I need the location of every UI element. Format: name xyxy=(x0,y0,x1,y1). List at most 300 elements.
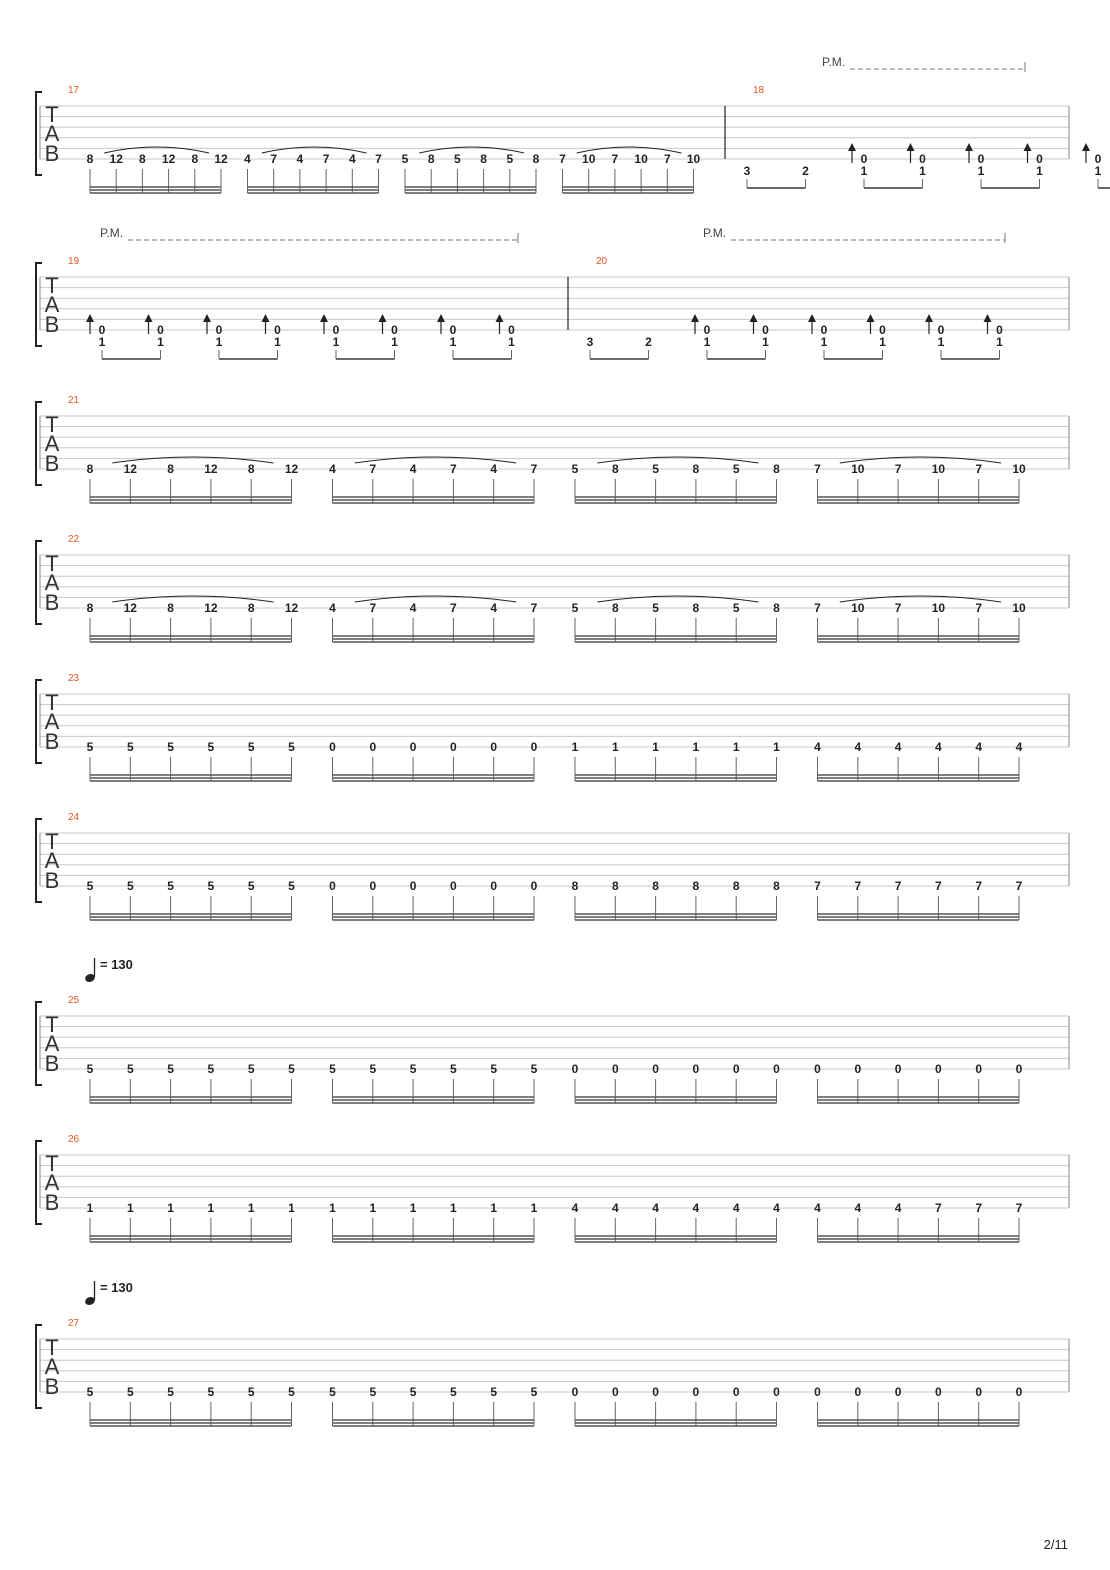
fret-number: 5 xyxy=(86,1385,94,1399)
fret-number: 8 xyxy=(773,601,780,615)
fret-number: 0 xyxy=(530,879,538,893)
fret-number: 7 xyxy=(611,152,619,166)
fret-number: 5 xyxy=(247,1385,255,1399)
fret-number: 0 xyxy=(450,740,457,754)
fret-number: 4 xyxy=(732,1201,740,1215)
fret-number: 0 xyxy=(449,323,457,337)
fret-number: 1 xyxy=(450,1201,457,1215)
fret-number: 4 xyxy=(348,152,356,166)
fret-number: 0 xyxy=(854,1385,862,1399)
fret-number: 0 xyxy=(814,1062,821,1076)
fret-number: 5 xyxy=(571,462,579,476)
tab-clef-letter: B xyxy=(44,312,60,337)
fret-number: 10 xyxy=(931,462,946,476)
fret-number: 10 xyxy=(634,152,648,166)
fret-number: 0 xyxy=(820,323,828,337)
tab-clef-letter: B xyxy=(44,868,60,893)
fret-number: 1 xyxy=(369,1201,377,1215)
fret-number: 0 xyxy=(409,740,417,754)
fret-number: 12 xyxy=(161,152,176,166)
measure-number: 17 xyxy=(68,85,80,96)
fret-number: 0 xyxy=(571,1385,579,1399)
tab-clef-letter: A xyxy=(44,121,60,146)
upstroke-arrow-icon xyxy=(1024,143,1032,151)
fret-number: 10 xyxy=(851,462,865,476)
fret-number: 5 xyxy=(126,740,134,754)
upstroke-arrow-icon xyxy=(907,143,915,151)
tab-clef-letter: T xyxy=(45,412,59,437)
fret-number: 5 xyxy=(288,1385,295,1399)
fret-number: 0 xyxy=(860,152,868,166)
tab-clef-letter: A xyxy=(44,431,60,456)
fret-number: 7 xyxy=(322,152,330,166)
fret-number: 1 xyxy=(732,740,740,754)
fret-number: 5 xyxy=(329,1385,336,1399)
fret-number: 5 xyxy=(732,462,740,476)
fret-number: 4 xyxy=(1015,740,1023,754)
tab-system xyxy=(36,1280,1069,1426)
upstroke-arrow-icon xyxy=(86,314,94,322)
fret-number: 0 xyxy=(854,1062,862,1076)
fret-number: 12 xyxy=(204,462,218,476)
fret-number: 1 xyxy=(215,335,223,349)
fret-number: 0 xyxy=(732,1385,740,1399)
upstroke-arrow-icon xyxy=(848,143,856,151)
fret-number: 1 xyxy=(530,1201,538,1215)
fret-number: 4 xyxy=(296,152,304,166)
fret-number: 0 xyxy=(1015,1385,1023,1399)
fret-number: 1 xyxy=(703,335,711,349)
fret-number: 5 xyxy=(288,1062,295,1076)
fret-number: 5 xyxy=(409,1062,417,1076)
fret-number: 1 xyxy=(1094,164,1102,178)
fret-number: 7 xyxy=(935,879,942,893)
fret-number: 0 xyxy=(490,740,498,754)
tab-clef-letter: A xyxy=(44,848,60,873)
fret-number: 5 xyxy=(86,879,94,893)
fret-number: 7 xyxy=(894,462,902,476)
fret-number: 5 xyxy=(369,1385,377,1399)
fret-number: 0 xyxy=(611,1385,619,1399)
fret-number: 10 xyxy=(851,601,865,615)
fret-number: 0 xyxy=(935,1385,942,1399)
fret-number: 5 xyxy=(167,1062,174,1076)
fret-number: 7 xyxy=(369,601,377,615)
fret-number: 7 xyxy=(375,152,382,166)
fret-number: 0 xyxy=(996,323,1003,337)
fret-number: 0 xyxy=(215,323,223,337)
fret-number: 5 xyxy=(450,1062,457,1076)
fret-number: 0 xyxy=(652,1062,659,1076)
fret-number: 1 xyxy=(391,335,398,349)
fret-number: 1 xyxy=(977,164,985,178)
fret-number: 0 xyxy=(611,1062,619,1076)
fret-number: 10 xyxy=(1012,462,1026,476)
upstroke-arrow-icon xyxy=(965,143,973,151)
fret-number: 7 xyxy=(894,879,902,893)
fret-number: 1 xyxy=(409,1201,417,1215)
measure-number: 19 xyxy=(68,256,80,267)
fret-number: 1 xyxy=(879,335,886,349)
fret-number: 5 xyxy=(401,152,409,166)
fret-number: 1 xyxy=(332,335,340,349)
fret-number: 5 xyxy=(126,1062,134,1076)
fret-number: 5 xyxy=(207,740,215,754)
fret-number: 8 xyxy=(191,152,199,166)
tab-clef-letter: A xyxy=(44,709,60,734)
fret-number: 1 xyxy=(157,335,164,349)
fret-number: 5 xyxy=(288,740,295,754)
tab-system xyxy=(36,957,1069,1103)
upstroke-arrow-icon xyxy=(1082,143,1090,151)
fret-number: 2 xyxy=(645,335,652,349)
fret-number: 5 xyxy=(652,462,659,476)
tab-clef-letter: A xyxy=(44,570,60,595)
fret-number: 5 xyxy=(247,740,255,754)
fret-number: 4 xyxy=(935,740,942,754)
fret-number: 0 xyxy=(98,323,106,337)
fret-number: 0 xyxy=(894,1062,902,1076)
measure-number: 21 xyxy=(68,395,80,406)
tab-clef-letter: B xyxy=(44,729,60,754)
fret-number: 5 xyxy=(530,1062,538,1076)
measure-number: 22 xyxy=(68,534,80,545)
fret-number: 7 xyxy=(814,601,821,615)
fret-number: 7 xyxy=(530,462,538,476)
fret-number: 8 xyxy=(86,152,94,166)
fret-number: 8 xyxy=(773,879,780,893)
fret-number: 1 xyxy=(288,1201,295,1215)
tab-clef-letter: T xyxy=(45,1335,59,1360)
fret-number: 0 xyxy=(450,879,457,893)
fret-number: 5 xyxy=(167,740,174,754)
tab-clef-letter: T xyxy=(45,829,59,854)
fret-number: 5 xyxy=(207,1062,215,1076)
tab-clef-letter: A xyxy=(44,1031,60,1056)
fret-number: 5 xyxy=(732,601,740,615)
tempo-marking: = 130 xyxy=(100,957,133,972)
fret-number: 7 xyxy=(975,462,983,476)
fret-number: 8 xyxy=(532,152,540,166)
fret-number: 7 xyxy=(1015,879,1023,893)
tab-clef-letter: B xyxy=(44,1190,60,1215)
fret-number: 0 xyxy=(508,323,515,337)
measure-number: 26 xyxy=(68,1134,80,1145)
fret-number: 1 xyxy=(773,740,780,754)
fret-number: 10 xyxy=(686,152,701,166)
fret-number: 0 xyxy=(692,1385,700,1399)
fret-number: 8 xyxy=(571,879,579,893)
fret-number: 0 xyxy=(692,1062,700,1076)
tab-system xyxy=(36,55,1110,193)
fret-number: 7 xyxy=(369,462,377,476)
page-number: 2/11 xyxy=(1043,1537,1068,1552)
fret-number: 5 xyxy=(454,152,461,166)
tab-clef-letter: T xyxy=(45,1151,59,1176)
palm-mute-label: P.M. xyxy=(822,55,846,69)
fret-number: 8 xyxy=(247,601,255,615)
fret-number: 1 xyxy=(611,740,619,754)
fret-number: 5 xyxy=(288,879,295,893)
measure-number: 24 xyxy=(68,812,80,823)
fret-number: 5 xyxy=(369,1062,377,1076)
fret-number: 5 xyxy=(490,1385,498,1399)
upstroke-arrow-icon xyxy=(496,314,504,322)
upstroke-arrow-icon xyxy=(262,314,270,322)
tab-clef-letter: T xyxy=(45,690,59,715)
fret-number: 8 xyxy=(692,601,700,615)
fret-number: 0 xyxy=(1094,152,1102,166)
fret-number: 1 xyxy=(820,335,828,349)
tab-system xyxy=(36,395,1069,503)
fret-number: 0 xyxy=(157,323,164,337)
fret-number: 0 xyxy=(329,879,336,893)
fret-number: 0 xyxy=(1036,152,1043,166)
fret-number: 4 xyxy=(329,601,336,615)
system-bracket xyxy=(36,1325,42,1408)
fret-number: 8 xyxy=(86,601,94,615)
tab-clef-letter: B xyxy=(44,1051,60,1076)
fret-number: 0 xyxy=(274,323,281,337)
fret-number: 7 xyxy=(1015,1201,1023,1215)
system-bracket xyxy=(36,402,42,485)
fret-number: 8 xyxy=(692,462,700,476)
fret-number: 1 xyxy=(996,335,1003,349)
fret-number: 4 xyxy=(854,1201,862,1215)
fret-number: 8 xyxy=(732,879,740,893)
fret-number: 1 xyxy=(329,1201,336,1215)
fret-number: 8 xyxy=(652,879,659,893)
fret-number: 1 xyxy=(274,335,281,349)
fret-number: 5 xyxy=(207,1385,215,1399)
fret-number: 0 xyxy=(369,879,377,893)
fret-number: 0 xyxy=(975,1385,983,1399)
fret-number: 4 xyxy=(611,1201,619,1215)
fret-number: 5 xyxy=(652,601,659,615)
fret-number: 1 xyxy=(919,164,926,178)
fret-number: 1 xyxy=(247,1201,255,1215)
fret-number: 7 xyxy=(559,152,566,166)
upstroke-arrow-icon xyxy=(867,314,875,322)
tab-clef-letter: A xyxy=(44,1354,60,1379)
fret-number: 4 xyxy=(814,1201,821,1215)
fret-number: 8 xyxy=(247,462,255,476)
fret-number: 0 xyxy=(975,1062,983,1076)
fret-number: 1 xyxy=(98,335,106,349)
fret-number: 5 xyxy=(409,1385,417,1399)
fret-number: 8 xyxy=(611,879,619,893)
fret-number: 1 xyxy=(490,1201,498,1215)
fret-number: 5 xyxy=(490,1062,498,1076)
fret-number: 1 xyxy=(860,164,868,178)
fret-number: 0 xyxy=(1015,1062,1023,1076)
tab-system xyxy=(36,1134,1069,1242)
tab-system xyxy=(36,812,1069,920)
fret-number: 8 xyxy=(611,462,619,476)
fret-number: 4 xyxy=(894,740,902,754)
fret-number: 4 xyxy=(244,152,251,166)
fret-number: 1 xyxy=(207,1201,215,1215)
tab-clef-letter: T xyxy=(45,551,59,576)
fret-number: 4 xyxy=(894,1201,902,1215)
tab-clef-letter: A xyxy=(44,292,60,317)
upstroke-arrow-icon xyxy=(320,314,328,322)
fret-number: 5 xyxy=(207,879,215,893)
fret-number: 1 xyxy=(937,335,945,349)
fret-number: 4 xyxy=(814,740,821,754)
fret-number: 5 xyxy=(167,1385,174,1399)
fret-number: 8 xyxy=(139,152,146,166)
fret-number: 12 xyxy=(204,601,218,615)
tab-clef-letter: T xyxy=(45,102,59,127)
fret-number: 4 xyxy=(571,1201,579,1215)
system-bracket xyxy=(36,263,42,346)
fret-number: 0 xyxy=(703,323,711,337)
palm-mute-label: P.M. xyxy=(703,226,727,240)
tab-clef-letter: T xyxy=(45,1012,59,1037)
fret-number: 5 xyxy=(126,1385,134,1399)
upstroke-arrow-icon xyxy=(145,314,153,322)
fret-number: 2 xyxy=(802,164,809,178)
fret-number: 10 xyxy=(582,152,596,166)
measure-number: 23 xyxy=(68,673,80,684)
fret-number: 4 xyxy=(692,1201,700,1215)
fret-number: 0 xyxy=(571,1062,579,1076)
fret-number: 5 xyxy=(86,740,94,754)
fret-number: 12 xyxy=(109,152,123,166)
fret-number: 5 xyxy=(126,879,134,893)
fret-number: 7 xyxy=(975,1201,983,1215)
fret-number: 0 xyxy=(814,1385,821,1399)
fret-number: 7 xyxy=(663,152,671,166)
fret-number: 4 xyxy=(652,1201,659,1215)
fret-number: 7 xyxy=(270,152,278,166)
fret-number: 8 xyxy=(480,152,487,166)
measure-number: 25 xyxy=(68,995,80,1006)
fret-number: 1 xyxy=(449,335,457,349)
fret-number: 0 xyxy=(732,1062,740,1076)
upstroke-arrow-icon xyxy=(379,314,387,322)
system-bracket xyxy=(36,541,42,624)
upstroke-arrow-icon xyxy=(808,314,816,322)
fret-number: 5 xyxy=(571,601,579,615)
tab-clef-letter: B xyxy=(44,590,60,615)
fret-number: 3 xyxy=(743,164,751,178)
fret-number: 8 xyxy=(167,462,174,476)
fret-number: 0 xyxy=(773,1385,780,1399)
fret-number: 5 xyxy=(530,1385,538,1399)
fret-number: 1 xyxy=(692,740,700,754)
fret-number: 4 xyxy=(329,462,336,476)
fret-number: 0 xyxy=(369,740,377,754)
fret-number: 12 xyxy=(284,601,299,615)
tab-clef-letter: B xyxy=(44,1374,60,1399)
fret-number: 1 xyxy=(762,335,769,349)
upstroke-arrow-icon xyxy=(691,314,699,322)
upstroke-arrow-icon xyxy=(925,314,933,322)
measure-number: 27 xyxy=(68,1318,80,1329)
fret-number: 12 xyxy=(214,152,228,166)
fret-number: 10 xyxy=(1012,601,1026,615)
fret-number: 12 xyxy=(123,601,137,615)
fret-number: 1 xyxy=(508,335,515,349)
upstroke-arrow-icon xyxy=(203,314,211,322)
fret-number: 7 xyxy=(975,601,983,615)
system-bracket xyxy=(36,1141,42,1224)
fret-number: 1 xyxy=(1036,164,1043,178)
fret-number: 5 xyxy=(450,1385,457,1399)
fret-number: 12 xyxy=(123,462,137,476)
fret-number: 7 xyxy=(814,879,821,893)
tab-clef-letter: A xyxy=(44,1170,60,1195)
fret-number: 0 xyxy=(409,879,417,893)
fret-number: 1 xyxy=(167,1201,174,1215)
fret-number: 5 xyxy=(167,879,174,893)
upstroke-arrow-icon xyxy=(984,314,992,322)
fret-number: 0 xyxy=(937,323,945,337)
palm-mute-label: P.M. xyxy=(100,226,124,240)
fret-number: 0 xyxy=(530,740,538,754)
upstroke-arrow-icon xyxy=(750,314,758,322)
fret-number: 7 xyxy=(530,601,538,615)
fret-number: 12 xyxy=(284,462,299,476)
fret-number: 7 xyxy=(975,879,983,893)
fret-number: 0 xyxy=(894,1385,902,1399)
fret-number: 7 xyxy=(814,462,821,476)
fret-number: 4 xyxy=(409,462,417,476)
fret-number: 4 xyxy=(854,740,862,754)
measure-number: 18 xyxy=(753,85,765,96)
fret-number: 8 xyxy=(167,601,174,615)
tab-system xyxy=(36,534,1069,642)
fret-number: 0 xyxy=(977,152,985,166)
fret-number: 7 xyxy=(854,879,862,893)
fret-number: 1 xyxy=(571,740,579,754)
fret-number: 10 xyxy=(931,601,946,615)
fret-number: 0 xyxy=(879,323,886,337)
tab-clef-letter: T xyxy=(45,273,59,298)
fret-number: 8 xyxy=(692,879,700,893)
tempo-marking: = 130 xyxy=(100,1280,133,1295)
fret-number: 7 xyxy=(894,601,902,615)
fret-number: 0 xyxy=(652,1385,659,1399)
fret-number: 5 xyxy=(506,152,514,166)
fret-number: 1 xyxy=(652,740,659,754)
tab-clef-letter: B xyxy=(44,141,60,166)
fret-number: 4 xyxy=(409,601,417,615)
fret-number: 0 xyxy=(329,740,336,754)
upstroke-arrow-icon xyxy=(437,314,445,322)
fret-number: 0 xyxy=(490,879,498,893)
fret-number: 7 xyxy=(450,601,457,615)
fret-number: 5 xyxy=(247,879,255,893)
fret-number: 1 xyxy=(86,1201,94,1215)
tab-system xyxy=(36,226,1069,359)
fret-number: 3 xyxy=(586,335,594,349)
fret-number: 4 xyxy=(975,740,983,754)
fret-number: 7 xyxy=(935,1201,942,1215)
system-bracket xyxy=(36,680,42,763)
fret-number: 7 xyxy=(450,462,457,476)
fret-number: 4 xyxy=(773,1201,780,1215)
fret-number: 0 xyxy=(919,152,926,166)
fret-number: 8 xyxy=(611,601,619,615)
fret-number: 0 xyxy=(762,323,769,337)
fret-number: 0 xyxy=(935,1062,942,1076)
tab-clef-letter: B xyxy=(44,451,60,476)
fret-number: 0 xyxy=(391,323,398,337)
fret-number: 5 xyxy=(247,1062,255,1076)
